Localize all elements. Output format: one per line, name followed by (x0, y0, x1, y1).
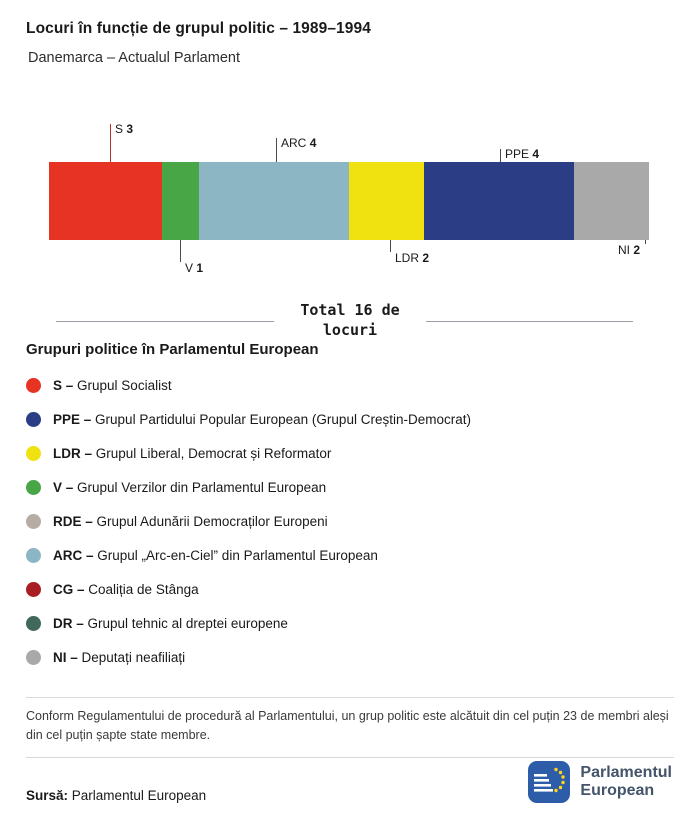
legend-label: Deputați neafiliați (81, 649, 186, 665)
legend-code: CG – (53, 581, 85, 597)
seats-bar (49, 162, 649, 240)
footnote-text: Conform Regulamentului de procedură al Parlamentului, un grup politic este alcătuit din cel puțin 23 de membri aleși din cel puțin șapte state membre. (26, 709, 669, 743)
callout-line (645, 240, 646, 244)
callout-line (110, 124, 111, 162)
legend-code: LDR – (53, 445, 93, 461)
legend-code: S – (53, 377, 74, 393)
legend-color-dot (26, 582, 41, 597)
legend-code: ARC – (53, 547, 94, 563)
legend-item-rde (26, 504, 674, 538)
callout-line (500, 149, 501, 162)
legend-item-ni (26, 640, 674, 674)
legend-label: Grupul Liberal, Democrat și Reformator (95, 445, 332, 461)
legend-color-dot (26, 446, 41, 461)
bar-segment-ni[interactable] (574, 162, 649, 240)
legend-color-dot (26, 378, 41, 393)
legend-item-cg (26, 572, 674, 606)
total-divider-left (56, 321, 274, 322)
callout-label-ppe: PPE 4 (505, 147, 540, 161)
legend-label: Grupul „Arc-en-Ciel” din Parlamentul European (97, 547, 378, 563)
bar-segment-ldr[interactable] (349, 162, 424, 240)
callout-line (180, 240, 181, 262)
legend-code: NI – (53, 649, 78, 665)
callout-line (276, 138, 277, 162)
bar-segment-arc[interactable] (199, 162, 349, 240)
page-subtitle: Danemarca – Actualul Parlament (28, 50, 240, 66)
legend-label: Grupul Partidului Popular European (Grupul Creștin-Democrat) (95, 411, 471, 427)
legend-color-dot (26, 480, 41, 495)
legend-item-arc (26, 538, 674, 572)
total-divider-right (426, 321, 633, 322)
legend-code: RDE – (53, 513, 93, 529)
bar-segment-v[interactable] (162, 162, 200, 240)
legend-code: DR – (53, 615, 84, 631)
footnote-divider-top (26, 697, 674, 698)
callout-label-arc: ARC 4 (281, 136, 317, 150)
legend-code: V – (53, 479, 74, 495)
source-value: Parlamentul European (71, 788, 207, 803)
legend-label: Grupul Socialist (77, 377, 172, 393)
source-label: Sursă: (26, 788, 69, 803)
legend-color-dot (26, 616, 41, 631)
source-line (26, 788, 206, 803)
legend-color-dot (26, 412, 41, 427)
legend-label: Coaliția de Stânga (88, 581, 199, 597)
bar-segment-ppe[interactable] (424, 162, 574, 240)
total-seats-label: Total 16 de locuri (300, 301, 400, 339)
legend-item-v (26, 470, 674, 504)
legend-color-dot (26, 548, 41, 563)
callout-label-v: V 1 (185, 261, 204, 275)
legend-label: Grupul Adunării Democraților Europeni (96, 513, 328, 529)
legend-item-ppe (26, 402, 674, 436)
legend (26, 368, 674, 674)
european-parliament-logo (527, 761, 672, 803)
callout-label-ldr: LDR 2 (395, 251, 430, 265)
legend-label: Grupul Verzilor din Parlamentul European (77, 479, 327, 495)
legend-code: PPE – (53, 411, 92, 427)
callout-label-ni: NI 2 (617, 243, 640, 257)
callout-label-s: S 3 (115, 122, 134, 136)
callout-line (390, 240, 391, 252)
legend-item-s (26, 368, 674, 402)
bar-segment-s[interactable] (49, 162, 162, 240)
legend-item-dr (26, 606, 674, 640)
page-title: Locuri în funcție de grupul politic – 1989–1994 (26, 20, 371, 37)
legend-color-dot (26, 514, 41, 529)
european-parliament-logo-icon (527, 761, 571, 803)
legend-label: Grupul tehnic al dreptei europene (87, 615, 288, 631)
legend-color-dot (26, 650, 41, 665)
legend-title: Grupuri politice în Parlamentul European (26, 341, 319, 358)
footnote-divider-bottom (26, 757, 674, 758)
european-parliament-logo-text: Parlamentul European (580, 764, 672, 799)
legend-item-ldr (26, 436, 674, 470)
